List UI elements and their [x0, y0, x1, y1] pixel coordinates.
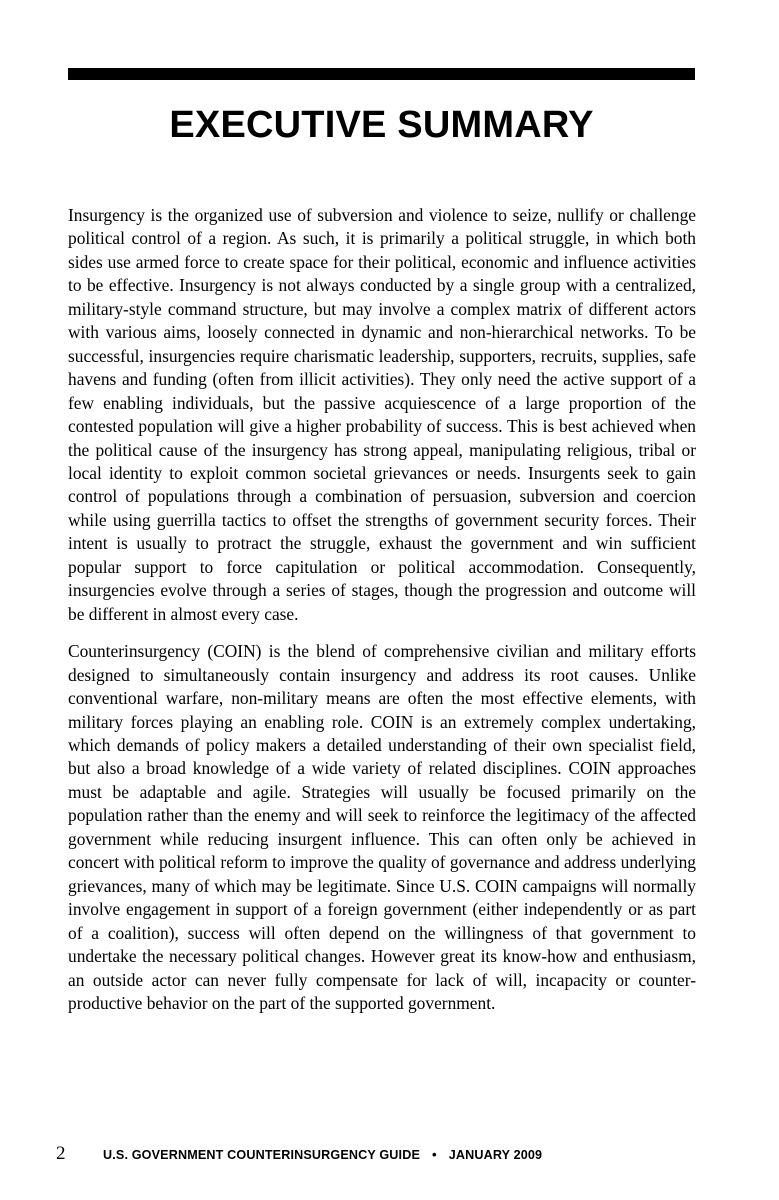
page-number: 2	[56, 1143, 66, 1164]
header-rule	[68, 68, 695, 80]
publication-title: U.S. GOVERNMENT COUNTERINSURGENCY GUIDE	[103, 1148, 420, 1162]
paragraph-counterinsurgency: Counterinsurgency (COIN) is the blend of comprehensive civilian and military efforts designed to simultaneously contain insurgency and address its root causes. Unlike conventional warfare, non-military means are often the most effective elements, with military forces playing an enabling role. COIN is an extremely complex undertaking, which demands of policy makers a detailed understanding of their own specialist field, but also a broad knowledge of a wide variety of related disciplines. COIN approaches must be adaptable and agile. Strategies will usually be focused primarily on the population rather than the enemy and will seek to reinforce the legitimacy of the affected government while reducing insurgent influence. This can often only be achieved in concert with political reform to improve the quality of governance and address underlying grievances, many of which may be legitimate. Since U.S. COIN campaigns will normally involve engagement in support of a foreign government (either independently or as part of a coalition), success will often depend on the willingness of that government to undertake the necessary political changes. However great its know-how and enthusiasm, an outside actor can never fully compensate for lack of will, incapacity or counter-productive behavior on the part of the supported government.	[68, 641, 696, 1013]
paragraph-insurgency: Insurgency is the organized use of subversion and violence to seize, nullify or challenge political control of a region. As such, it is primarily a political struggle, in which both sides use armed force to create space for their political, economic and influence activities to be effective. Insurgency is not always conducted by a single group with a centralized, military-style command structure, but may involve a complex matrix of different actors with various aims, loosely connected in dynamic and non-hierarchical networks. To be successful, insurgencies require charismatic leadership, supporters, recruits, supplies, safe havens and funding (often from illicit activities). They only need the active support of a few enabling individuals, but the passive acquiescence of a large proportion of the contested population will give a higher probability of success. This is best achieved when the political cause of the insurgency has strong appeal, manipulating religious, tribal or local identity to exploit common societal grievances or needs. Insurgents seek to gain control of populations through a combination of persuasion, subversion and coercion while using guerrilla tactics to offset the strengths of government security forces. Their intent is usually to protract the struggle, exhaust the government and win sufficient popular support to force capitulation or political accommodation. Consequently, insurgencies evolve through a series of stages, though the progression and outcome will be different in almost every case.	[68, 205, 696, 624]
page-footer	[56, 1143, 696, 1167]
publication-date: JANUARY 2009	[448, 1148, 543, 1162]
bullet-separator: •	[432, 1147, 437, 1162]
body-text	[68, 204, 696, 1029]
running-footer	[103, 1147, 542, 1162]
page-title: EXECUTIVE SUMMARY	[169, 104, 594, 146]
